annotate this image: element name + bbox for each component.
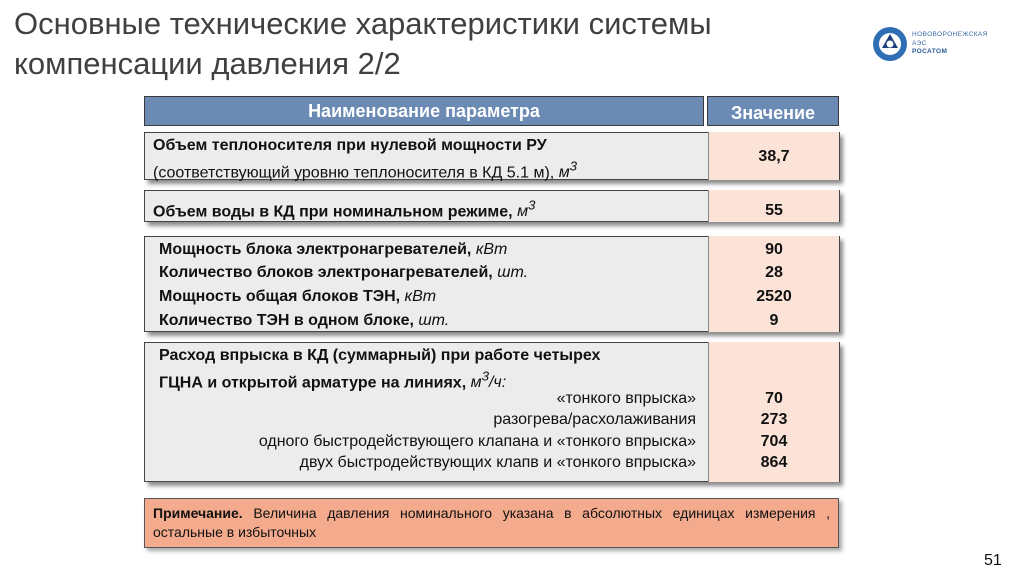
injection-title-line-1: Расход впрыска в КД (суммарный) при работе четырех <box>159 347 601 364</box>
injection-item-value: 273 <box>760 411 788 428</box>
heater-row-label-text: Мощность общая блоков ТЭН, <box>159 288 401 305</box>
heater-row-unit: кВт <box>404 288 437 305</box>
header-value: Значение <box>707 96 839 126</box>
injection-item-label: «тонкого впрыска» <box>556 390 696 407</box>
note-text: Величина давления номинального указана в абсолютных единицах измерения , остальные в избыточных <box>153 505 831 540</box>
heater-row-label <box>159 287 436 307</box>
heater-row-label-text: Мощность блока электронагревателей, <box>159 241 472 258</box>
heater-row-label <box>159 263 528 283</box>
logo-text <box>912 31 988 57</box>
page-title <box>14 4 834 84</box>
injection-item-value: 704 <box>760 433 788 450</box>
table-block-heaters <box>144 236 839 332</box>
logo-text-line-1: НОВОВОРОНЕЖСКАЯ <box>912 31 988 38</box>
heater-row-label <box>159 240 507 260</box>
page-title-line-1: Основные технические характеристики системы <box>14 6 712 41</box>
unit-superscript: 3 <box>481 369 489 384</box>
unit-base: м <box>517 203 529 221</box>
row-unit <box>517 198 536 221</box>
injection-title-line-2-text: ГЦНА и открытой арматуре на линиях, <box>159 374 467 392</box>
logo-text-line-2: АЭС <box>912 39 927 47</box>
injection-item-value: 864 <box>760 454 788 471</box>
table-block-injection <box>144 342 839 482</box>
heater-row-value: 9 <box>769 312 779 329</box>
note-label: Примечание. <box>153 505 243 521</box>
logo-text-line-3: РОСАТОМ <box>912 48 948 55</box>
row-unit <box>558 159 578 182</box>
row-value: 55 <box>765 202 783 219</box>
row-label: Объем теплоносителя при нулевой мощности РУ <box>153 137 547 154</box>
table-row-water-volume <box>144 190 839 222</box>
heater-row-label-text: Количество блоков электронагревателей, <box>159 264 493 281</box>
unit-tail: /ч: <box>488 374 507 392</box>
note-box <box>144 498 839 548</box>
rosatom-logo-icon <box>872 26 908 62</box>
page-title-line-2: компенсации давления 2/2 <box>14 46 401 81</box>
injection-item-label: разогрева/расхолаживания <box>493 411 696 428</box>
row-label-text: Объем воды в КД при номинальном режиме, <box>153 203 513 221</box>
heater-row-value: 2520 <box>756 288 792 305</box>
unit-superscript: 3 <box>528 198 536 213</box>
company-logo <box>872 26 988 70</box>
row-value: 38,7 <box>758 148 790 165</box>
row-label <box>153 196 535 222</box>
heater-row-unit: шт. <box>418 312 450 329</box>
row-sublabel-text: (соответствующий уровню теплоносителя в КД 5.1 м), <box>153 164 555 182</box>
injection-item-label: двух быстродействующих клапв и «тонкого впрыска» <box>299 454 696 471</box>
unit-base: м <box>558 164 570 182</box>
injection-unit <box>470 369 507 392</box>
injection-title-line-2 <box>159 367 506 393</box>
table-header <box>144 96 839 126</box>
page-number: 51 <box>984 552 1002 569</box>
table-row-coolant-volume <box>144 132 839 180</box>
injection-item-value: 70 <box>765 390 783 407</box>
unit-base: м <box>470 374 482 392</box>
unit-superscript: 3 <box>569 159 578 174</box>
injection-item-label: одного быстродействующего клапана и «тонкого впрыска» <box>258 433 696 450</box>
row-sublabel <box>153 157 577 183</box>
heater-row-label <box>159 311 449 331</box>
heater-row-unit: кВт <box>475 241 508 258</box>
heater-row-value: 90 <box>765 241 783 258</box>
heater-row-value: 28 <box>765 264 783 281</box>
heater-row-unit: шт. <box>497 264 529 281</box>
header-parameter-name: Наименование параметра <box>144 96 704 126</box>
heater-row-label-text: Количество ТЭН в одном блоке, <box>159 312 414 329</box>
